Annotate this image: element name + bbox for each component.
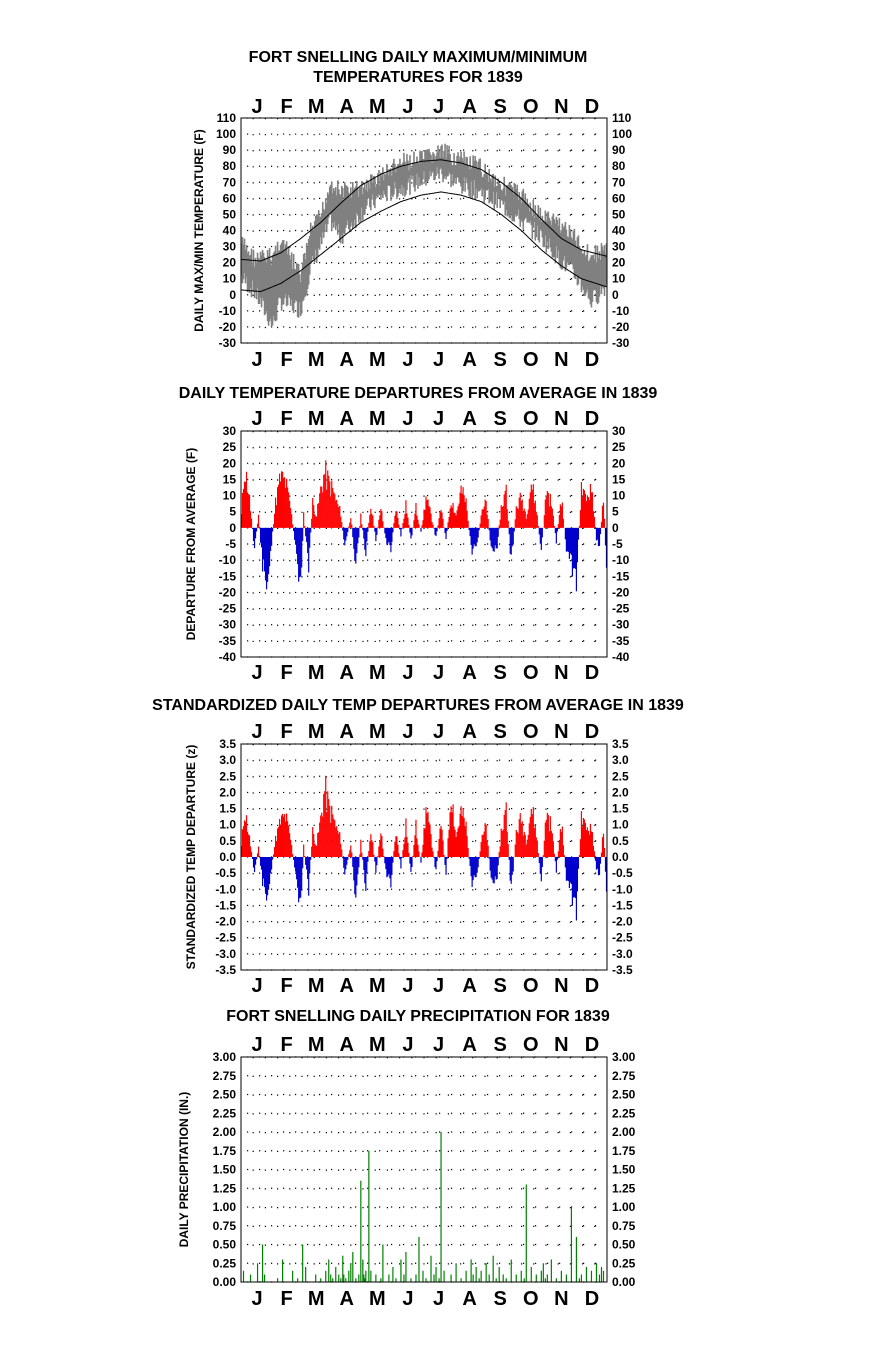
y-tick-label-left: -10 (218, 553, 236, 568)
month-label-bottom: D (584, 662, 600, 684)
y-tick-label-right: 110 (612, 111, 632, 125)
y-tick-label-right: 1.75 (612, 1143, 636, 1158)
month-label-top: J (432, 721, 445, 743)
y-tick-label-right: 2.00 (612, 1125, 636, 1139)
y-tick-label-left: 70 (222, 175, 236, 190)
month-label-bottom: M (307, 349, 325, 371)
y-tick-label-left: -0.5 (215, 866, 236, 881)
month-label-bottom: A (462, 349, 477, 371)
data-marks (242, 144, 607, 327)
month-label-bottom: D (584, 349, 600, 371)
month-label-bottom: J (432, 349, 445, 371)
y-tick-label-left: -10 (218, 303, 236, 318)
y-tick-label-left: 15 (222, 472, 236, 487)
chart-precip (177, 1008, 636, 1310)
y-tick-label-left: 100 (215, 127, 236, 142)
y-tick-label-left: -1.5 (215, 898, 236, 913)
y-tick-label-right: 1.50 (612, 1162, 636, 1177)
month-label-bottom: M (369, 1288, 386, 1310)
y-tick-label-right: 20 (612, 456, 626, 471)
y-tick-label-left: 0.25 (212, 1256, 236, 1271)
month-label-bottom: D (584, 1288, 600, 1310)
month-label-bottom: M (369, 975, 386, 997)
y-tick-label-left: 0.0 (219, 850, 236, 864)
y-tick-label-right: 1.00 (612, 1200, 636, 1214)
month-label-bottom: F (280, 349, 293, 371)
month-label-bottom: F (280, 662, 293, 684)
month-label-top: A (462, 96, 477, 118)
month-label-bottom: O (523, 1288, 539, 1310)
y-tick-label-right: 15 (612, 472, 626, 487)
month-label-bottom: A (339, 662, 355, 684)
month-label-top: S (493, 96, 507, 118)
month-label-bottom: J (251, 1288, 263, 1310)
month-label-bottom: J (251, 975, 263, 997)
chart-title-line: TEMPERATURES FOR 1839 (313, 69, 523, 86)
month-label-bottom: A (462, 662, 477, 684)
month-label-bottom: M (307, 975, 325, 997)
y-tick-label-right: -1.5 (612, 898, 633, 913)
month-label-bottom: J (402, 975, 414, 997)
month-label-bottom: N (554, 1288, 569, 1310)
y-tick-label-left: 5 (229, 504, 236, 519)
chart-title-line: STANDARDIZED DAILY TEMP DEPARTURES FROM AVERAGE IN 1839 (152, 697, 684, 714)
chart-title-line: FORT SNELLING DAILY PRECIPITATION FOR 1839 (226, 1008, 610, 1025)
y-tick-label-right: 0.0 (612, 850, 629, 864)
month-label-bottom: S (493, 662, 507, 684)
y-tick-label-right: 2.0 (612, 785, 629, 800)
month-label-bottom: A (339, 349, 355, 371)
y-tick-label-left: 1.00 (212, 1200, 236, 1214)
y-tick-label-right: 0.25 (612, 1256, 636, 1271)
y-tick-label-left: 2.25 (212, 1106, 236, 1121)
month-label-top: M (307, 721, 325, 743)
month-label-bottom: S (493, 1288, 507, 1310)
chart-maxmin (192, 49, 632, 371)
month-label-top: D (584, 721, 600, 743)
y-tick-label-left: 2.75 (212, 1068, 236, 1083)
chart-departure (179, 385, 658, 684)
month-label-top: M (307, 96, 325, 118)
month-label-top: F (280, 721, 293, 743)
month-label-bottom: O (523, 975, 539, 997)
month-label-top: J (432, 1034, 445, 1056)
month-label-bottom: N (554, 975, 569, 997)
y-tick-label-left: 1.75 (212, 1143, 236, 1158)
y-tick-label-left: 2.5 (219, 769, 236, 784)
y-tick-label-right: 50 (612, 207, 626, 222)
month-label-bottom: A (462, 1288, 477, 1310)
y-tick-label-left: 1.25 (212, 1181, 236, 1196)
y-tick-label-left: 110 (216, 111, 236, 125)
month-label-top: J (402, 1034, 414, 1056)
y-tick-label-left: 30 (222, 424, 236, 438)
chart-title-line: DAILY TEMPERATURE DEPARTURES FROM AVERAGE IN 1839 (178, 385, 658, 402)
y-tick-label-right: -20 (612, 585, 630, 600)
y-tick-label-right: 0.75 (612, 1218, 636, 1233)
y-tick-label-right: 3.5 (612, 737, 629, 751)
y-tick-label-left: 0 (229, 287, 236, 302)
y-tick-label-right: 20 (612, 255, 626, 270)
y-tick-label-left: 0.5 (219, 833, 236, 848)
grid-dots (241, 1057, 607, 1282)
month-label-top: S (493, 721, 507, 743)
month-label-top: O (523, 408, 539, 430)
month-label-top: D (584, 96, 600, 118)
y-tick-label-right: -25 (612, 601, 630, 616)
y-tick-label-left: -35 (218, 633, 236, 648)
y-tick-label-right: 10 (612, 271, 626, 286)
y-tick-label-left: 80 (222, 159, 236, 174)
month-label-top: A (462, 408, 477, 430)
y-tick-label-left: -3.5 (215, 963, 236, 977)
y-tick-label-left: 2.0 (219, 785, 236, 800)
y-tick-label-right: 0.50 (612, 1237, 636, 1252)
month-label-top: M (369, 408, 386, 430)
month-label-bottom: M (307, 662, 325, 684)
month-label-top: M (369, 721, 386, 743)
y-tick-label-left: 10 (222, 488, 236, 503)
y-tick-label-left: 0.50 (212, 1237, 236, 1252)
y-tick-label-right: -3.0 (612, 946, 633, 961)
month-label-bottom: J (402, 349, 414, 371)
y-tick-label-right: 0.00 (612, 1275, 636, 1289)
y-tick-label-right: -35 (612, 633, 630, 648)
month-label-top: J (251, 408, 263, 430)
y-tick-label-right: -10 (612, 553, 630, 568)
y-tick-label-left: 1.5 (219, 801, 236, 816)
month-label-top: N (554, 96, 569, 118)
y-tick-label-left: 20 (222, 456, 236, 471)
month-label-bottom: D (584, 975, 600, 997)
y-tick-label-left: 2.00 (212, 1125, 236, 1139)
y-tick-label-right: -30 (612, 336, 630, 350)
month-label-top: A (462, 721, 477, 743)
month-label-bottom: F (280, 975, 293, 997)
month-label-top: J (402, 96, 414, 118)
y-tick-label-right: 1.0 (612, 817, 629, 832)
y-tick-label-left: -15 (218, 569, 236, 584)
y-tick-label-right: -5 (612, 537, 623, 551)
month-label-bottom: J (432, 662, 445, 684)
data-marks (242, 776, 607, 921)
month-label-bottom: J (251, 662, 263, 684)
y-tick-label-right: 0.5 (612, 833, 629, 848)
y-tick-label-right: 1.25 (612, 1181, 636, 1196)
y-tick-label-left: -30 (218, 617, 236, 632)
month-label-top: A (339, 1034, 355, 1056)
y-tick-label-left: -20 (218, 585, 236, 600)
month-label-bottom: M (307, 1288, 325, 1310)
y-tick-label-left: 90 (222, 143, 236, 158)
y-tick-label-left: -2.5 (215, 930, 236, 945)
y-tick-label-left: 3.0 (219, 753, 236, 768)
month-label-bottom: S (493, 975, 507, 997)
y-axis-label: DAILY PRECIPITATION (IN.) (177, 1091, 191, 1248)
y-tick-label-left: 1.0 (219, 817, 236, 832)
y-tick-label-left: 20 (222, 255, 236, 270)
y-tick-label-left: 40 (222, 223, 236, 238)
y-tick-label-right: 100 (612, 127, 633, 142)
y-tick-label-left: 2.50 (212, 1087, 236, 1102)
y-tick-label-right: -10 (612, 303, 630, 318)
y-axis-label: DEPARTURE FROM AVERAGE (F) (184, 447, 198, 641)
y-tick-label-right: -30 (612, 617, 630, 632)
y-tick-label-right: 30 (612, 239, 626, 254)
y-tick-label-left: -40 (218, 650, 236, 664)
month-label-bottom: J (432, 1288, 445, 1310)
month-label-top: M (307, 1034, 325, 1056)
month-label-top: S (493, 408, 507, 430)
month-label-top: M (307, 408, 325, 430)
month-label-top: O (523, 1034, 539, 1056)
month-label-bottom: M (369, 349, 386, 371)
month-label-top: F (280, 1034, 293, 1056)
y-axis-label: STANDARDIZED TEMP DEPARTURE (z) (184, 744, 198, 970)
month-label-top: J (402, 408, 414, 430)
y-tick-label-right: -20 (612, 319, 630, 334)
month-label-bottom: O (523, 662, 539, 684)
month-label-top: J (432, 96, 445, 118)
y-tick-label-right: -0.5 (612, 866, 633, 881)
y-tick-label-right: 90 (612, 143, 626, 158)
y-tick-label-left: 3.5 (219, 737, 236, 751)
month-label-top: N (554, 721, 569, 743)
month-label-top: A (462, 1034, 477, 1056)
month-label-top: M (369, 1034, 386, 1056)
y-tick-label-right: -3.5 (612, 963, 633, 977)
y-tick-label-right: 2.25 (612, 1106, 636, 1121)
y-tick-label-left: 0.75 (212, 1218, 236, 1233)
month-label-bottom: J (402, 662, 414, 684)
y-tick-label-right: 25 (612, 440, 626, 455)
y-tick-label-right: 2.50 (612, 1087, 636, 1102)
month-label-bottom: S (493, 349, 507, 371)
y-tick-label-left: 1.50 (212, 1162, 236, 1177)
month-label-top: M (369, 96, 386, 118)
y-tick-label-right: 3.00 (612, 1050, 636, 1064)
y-tick-label-right: 2.75 (612, 1068, 636, 1083)
month-label-bottom: N (554, 349, 569, 371)
month-label-bottom: O (523, 349, 539, 371)
y-tick-label-right: 1.5 (612, 801, 629, 816)
y-tick-label-right: 2.5 (612, 769, 629, 784)
y-tick-label-left: 3.00 (212, 1050, 236, 1064)
month-label-top: N (554, 1034, 569, 1056)
y-axis-label: DAILY MAX/MIN TEMPERATURE (F) (192, 129, 206, 332)
y-tick-label-right: 70 (612, 175, 626, 190)
month-label-top: A (339, 408, 355, 430)
y-tick-label-left: 50 (222, 207, 236, 222)
month-label-top: D (584, 408, 600, 430)
y-tick-label-left: -2.0 (215, 914, 236, 929)
y-tick-label-right: -40 (612, 650, 630, 664)
y-tick-label-left: -1.0 (215, 882, 236, 897)
y-tick-label-right: 60 (612, 191, 626, 206)
month-label-top: O (523, 721, 539, 743)
month-label-top: A (339, 96, 355, 118)
chart-title-line: FORT SNELLING DAILY MAXIMUM/MINIMUM (248, 49, 588, 66)
month-label-bottom: A (339, 975, 355, 997)
y-tick-label-left: 0 (229, 520, 236, 535)
y-tick-label-right: -2.5 (612, 930, 633, 945)
y-tick-label-left: 25 (222, 440, 236, 455)
y-tick-label-right: -1.0 (612, 882, 633, 897)
y-tick-label-left: -30 (218, 336, 236, 350)
month-label-bottom: N (554, 662, 569, 684)
y-tick-label-right: 30 (612, 424, 626, 438)
month-label-top: S (493, 1034, 507, 1056)
month-label-top: F (280, 96, 293, 118)
y-tick-label-left: -5 (225, 537, 236, 551)
y-tick-label-left: 30 (222, 239, 236, 254)
month-label-bottom: J (432, 975, 445, 997)
y-tick-label-right: 80 (612, 159, 626, 174)
y-tick-label-right: 3.0 (612, 753, 629, 768)
y-tick-label-right: -2.0 (612, 914, 633, 929)
y-tick-label-right: 5 (612, 504, 619, 519)
y-tick-label-right: 40 (612, 223, 626, 238)
y-tick-label-left: -20 (218, 319, 236, 334)
month-label-top: J (251, 721, 263, 743)
month-label-bottom: J (251, 349, 263, 371)
y-tick-label-right: 10 (612, 488, 626, 503)
y-tick-label-right: 0 (612, 520, 619, 535)
month-label-bottom: F (280, 1288, 293, 1310)
chart-standardized (152, 697, 684, 997)
month-label-top: J (432, 408, 445, 430)
y-tick-label-right: -15 (612, 569, 630, 584)
month-label-bottom: A (339, 1288, 355, 1310)
month-label-top: J (402, 721, 414, 743)
y-tick-label-left: -3.0 (215, 946, 236, 961)
month-label-top: A (339, 721, 355, 743)
month-label-bottom: M (369, 662, 386, 684)
month-label-bottom: J (402, 1288, 414, 1310)
month-label-top: J (251, 1034, 263, 1056)
y-tick-label-left: 60 (222, 191, 236, 206)
month-label-top: F (280, 408, 293, 430)
y-tick-label-left: 0.00 (212, 1275, 236, 1289)
month-label-top: N (554, 408, 569, 430)
month-label-top: D (584, 1034, 600, 1056)
y-tick-label-right: 0 (612, 287, 619, 302)
month-label-bottom: A (462, 975, 477, 997)
y-tick-label-left: 10 (222, 271, 236, 286)
y-tick-label-left: -25 (218, 601, 236, 616)
month-label-top: J (251, 96, 263, 118)
month-label-top: O (523, 96, 539, 118)
